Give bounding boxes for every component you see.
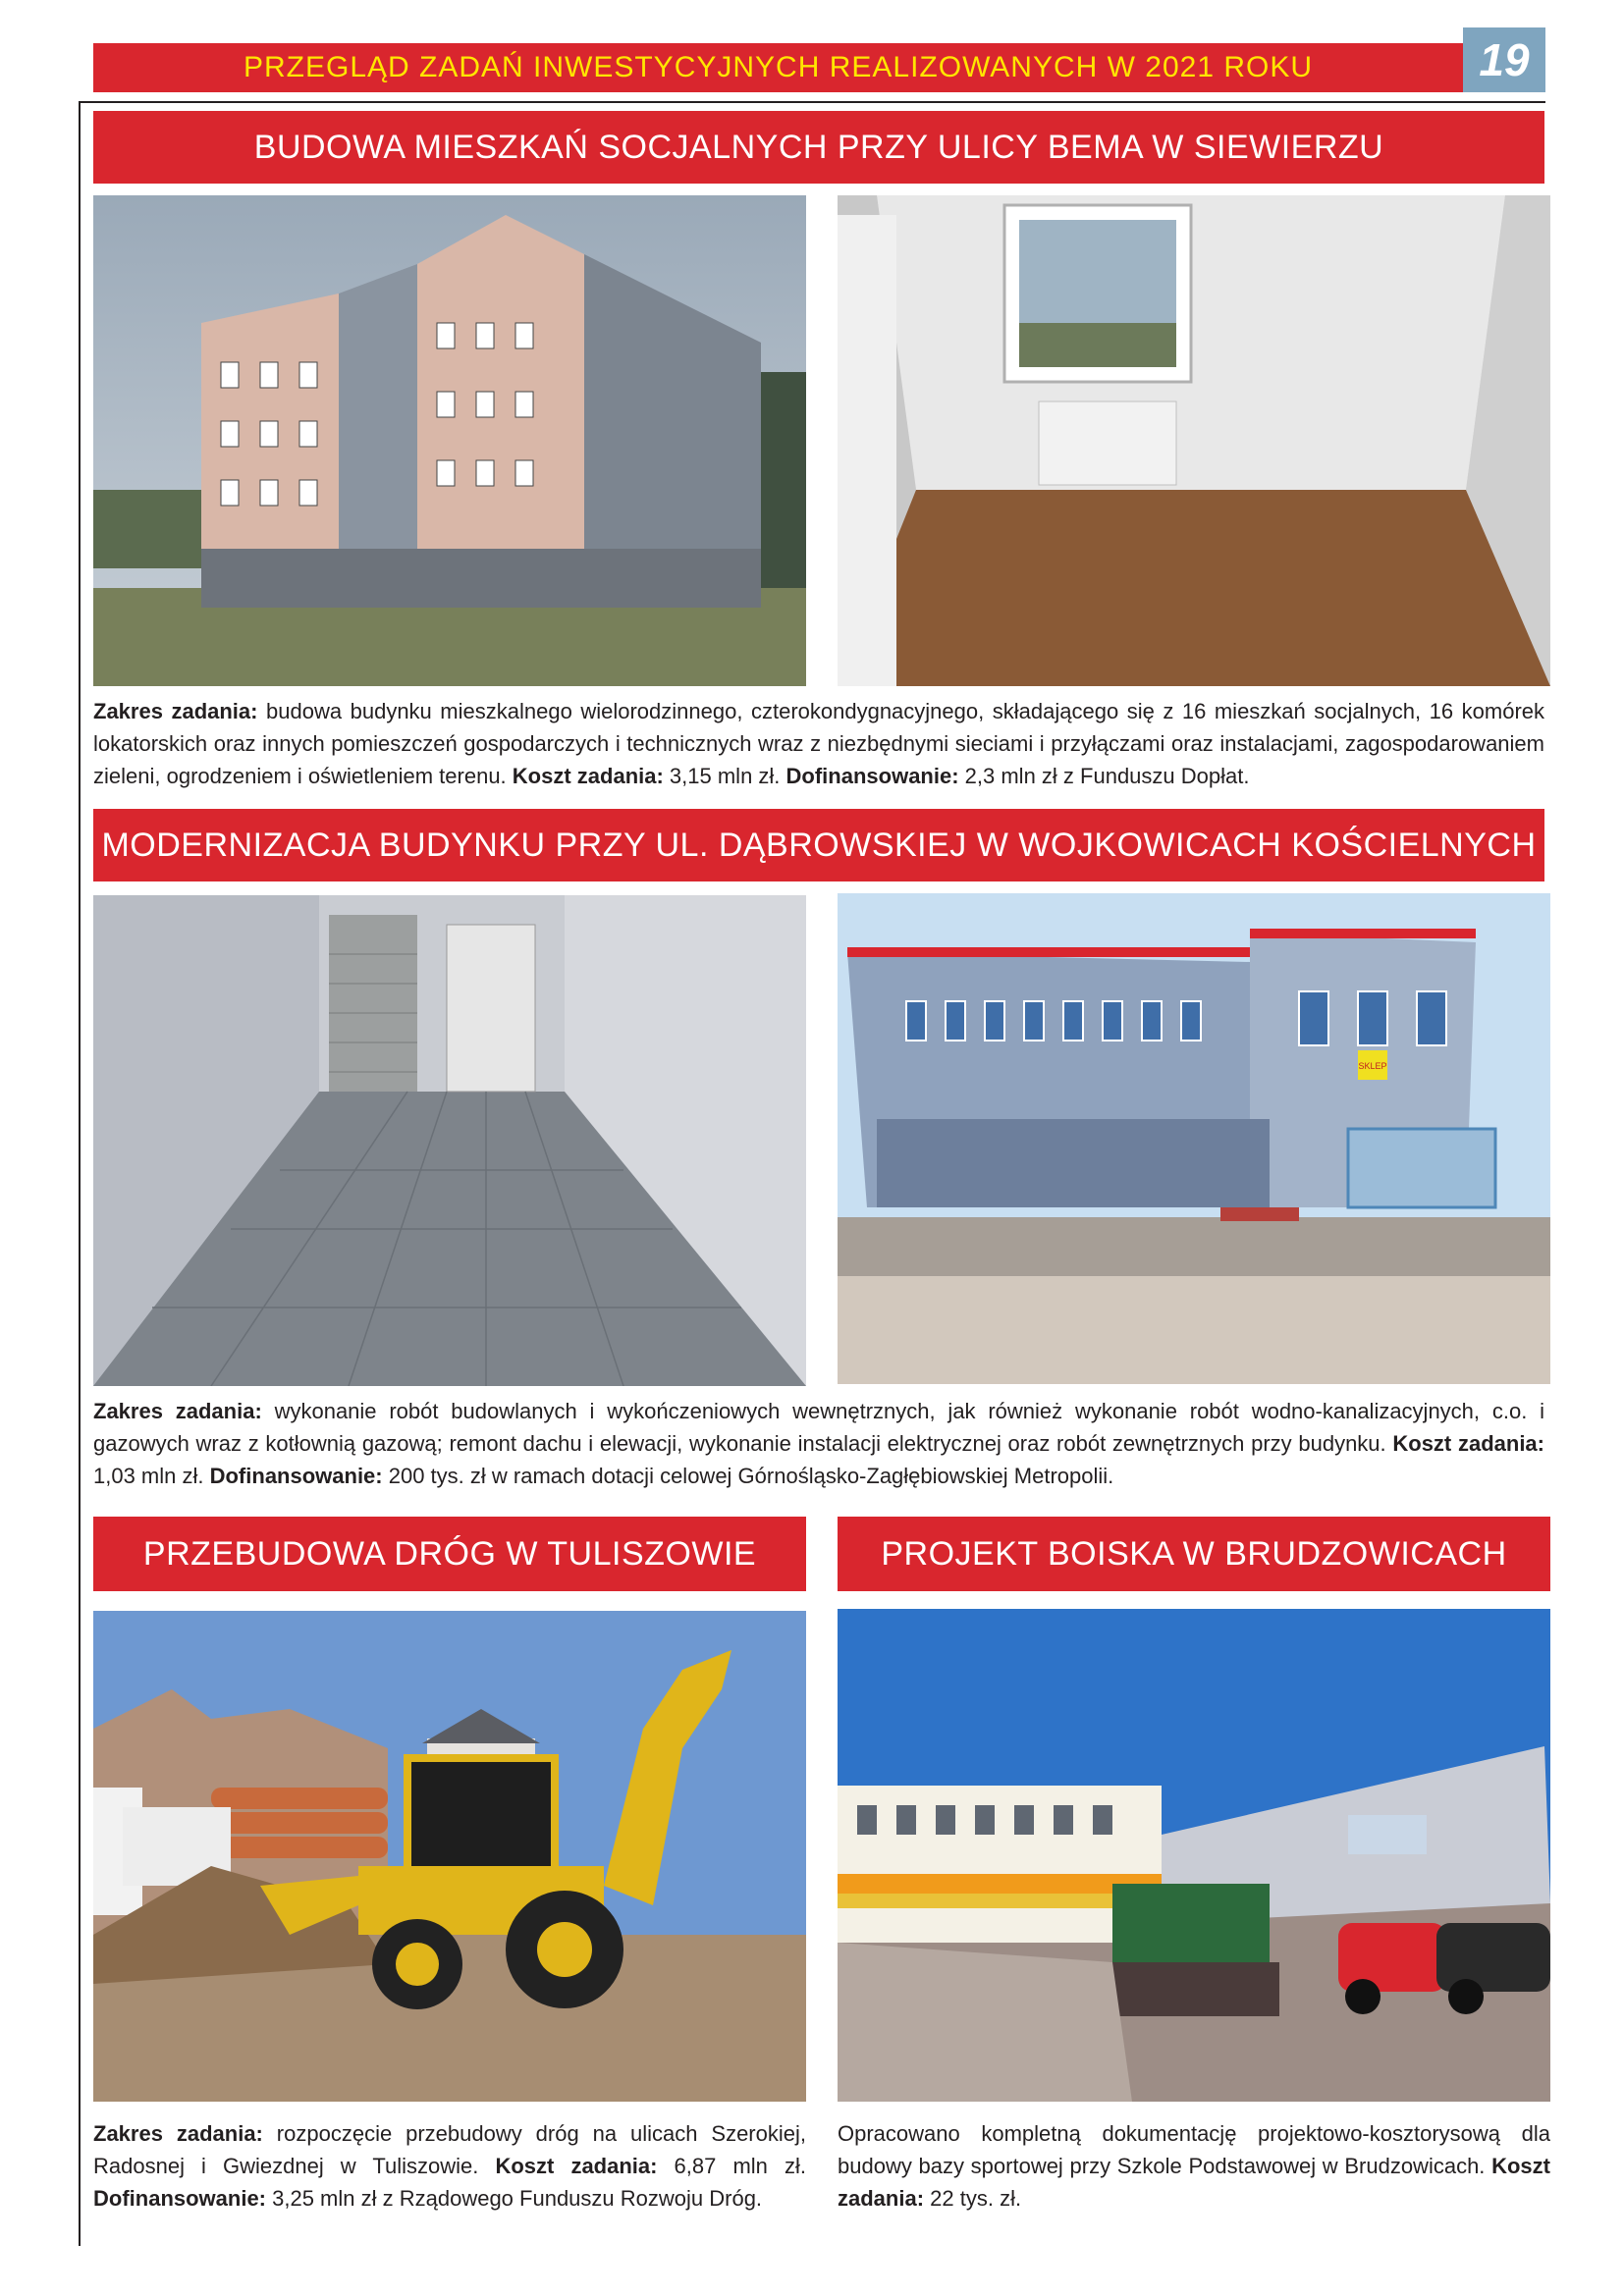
photo-school-courtyard	[838, 1609, 1550, 2102]
description-bema	[93, 695, 1544, 792]
dabrowskiej-scope-text: wykonanie robót budowlanych i wykończeniowych wewnętrznych, jak również wykonanie robót wodno-kanalizacyjnych, c.o. i gazowych wraz z kotłownią gazową; remont dachu i elewacji, wykonanie instalacji elektrycznej oraz robót zewnętrznych przy budynku.	[93, 1399, 1544, 1456]
tuliszow-funding-label: Dofinansowanie:	[93, 2186, 267, 2211]
top-rule	[79, 101, 1545, 103]
dabrowskiej-cost-value: 1,03 mln zł.	[93, 1464, 210, 1488]
bema-cost-value: 3,15 mln zł.	[663, 764, 786, 788]
tuliszow-scope-label: Zakres zadania:	[93, 2121, 263, 2146]
page-number: 19	[1463, 27, 1545, 92]
tuliszow-scope-text: rozpoczęcie przebudowy dróg na ulicach Szerokiej, Radosnej i Gwiezdnej w Tuliszowie.	[93, 2121, 806, 2178]
shop-sign-text: SKLEP	[1358, 1061, 1387, 1071]
page-header-bar	[93, 43, 1463, 92]
description-brudzowice	[838, 2117, 1550, 2215]
brudzowice-text: Opracowano kompletną dokumentację projektowo-kosztorysową dla budowy bazy sportowej przy Szkole Podstawowej w Brudzowicach.	[838, 2121, 1550, 2178]
section-title-bema-text: BUDOWA MIESZKAŃ SOCJALNYCH PRZY ULICY BEMA W SIEWIERZU	[253, 129, 1384, 166]
dabrowskiej-funding-value: 200 tys. zł w ramach dotacji celowej Górnośląsko-Zagłębiowskiej Metropolii.	[382, 1464, 1114, 1488]
tuliszow-cost-label: Koszt zadania:	[495, 2154, 658, 2178]
photo-modernized-building	[838, 893, 1550, 1384]
brudzowice-cost-label: Koszt zadania:	[838, 2154, 1550, 2211]
tuliszow-cost-value: 6,87 mln zł.	[657, 2154, 806, 2178]
section-title-brudzowice	[838, 1517, 1550, 1591]
bema-funding-label: Dofinansowanie:	[785, 764, 959, 788]
section-title-tuliszow-text: PRZEBUDOWA DRÓG W TULISZOWIE	[142, 1535, 757, 1573]
left-rule	[79, 101, 81, 2246]
description-dabrowskiej	[93, 1395, 1544, 1492]
section-title-dabrowskiej	[93, 809, 1544, 881]
photo-empty-room	[838, 195, 1550, 686]
section-title-dabrowskiej-text: MODERNIZACJA BUDYNKU PRZY UL. DĄBROWSKIEJ W WOJKOWICACH KOŚCIELNYCH	[101, 827, 1537, 864]
brudzowice-cost-value: 22 tys. zł.	[924, 2186, 1022, 2211]
page-header-title: PRZEGLĄD ZADAŃ INWESTYCYJNYCH REALIZOWANYCH W 2021 ROKU	[243, 51, 1314, 83]
dabrowskiej-funding-label: Dofinansowanie:	[209, 1464, 383, 1488]
section-title-bema	[93, 111, 1544, 184]
description-tuliszow	[93, 2117, 806, 2215]
tuliszow-funding-value: 3,25 mln zł z Rządowego Funduszu Rozwoju Dróg.	[266, 2186, 763, 2211]
section-title-tuliszow	[93, 1517, 806, 1591]
section-title-brudzowice-text: PROJEKT BOISKA W BRUDZOWICACH	[881, 1535, 1507, 1573]
bema-cost-label: Koszt zadania:	[512, 764, 664, 788]
bema-scope-label: Zakres zadania:	[93, 699, 258, 723]
dabrowskiej-scope-label: Zakres zadania:	[93, 1399, 262, 1423]
bema-funding-value: 2,3 mln zł z Funduszu Dopłat.	[958, 764, 1250, 788]
photo-road-works	[93, 1611, 806, 2102]
dabrowskiej-cost-label: Koszt zadania:	[1392, 1431, 1544, 1456]
photo-corridor-stairs	[93, 895, 806, 1386]
bema-scope-text: budowa budynku mieszkalnego wielorodzinnego, czterokondygnacyjnego, składającego się z 16 mieszkań socjalnych, 16 komórek lokatorskich oraz innych pomieszczeń gospodarczych i technicznych wraz z niezbędnymi sieciami i przyłączami oraz instalacjami, zagospodarowaniem zieleni, ogrodzeniem i oświetleniem terenu.	[93, 699, 1545, 788]
photo-apartment-building	[93, 195, 806, 686]
